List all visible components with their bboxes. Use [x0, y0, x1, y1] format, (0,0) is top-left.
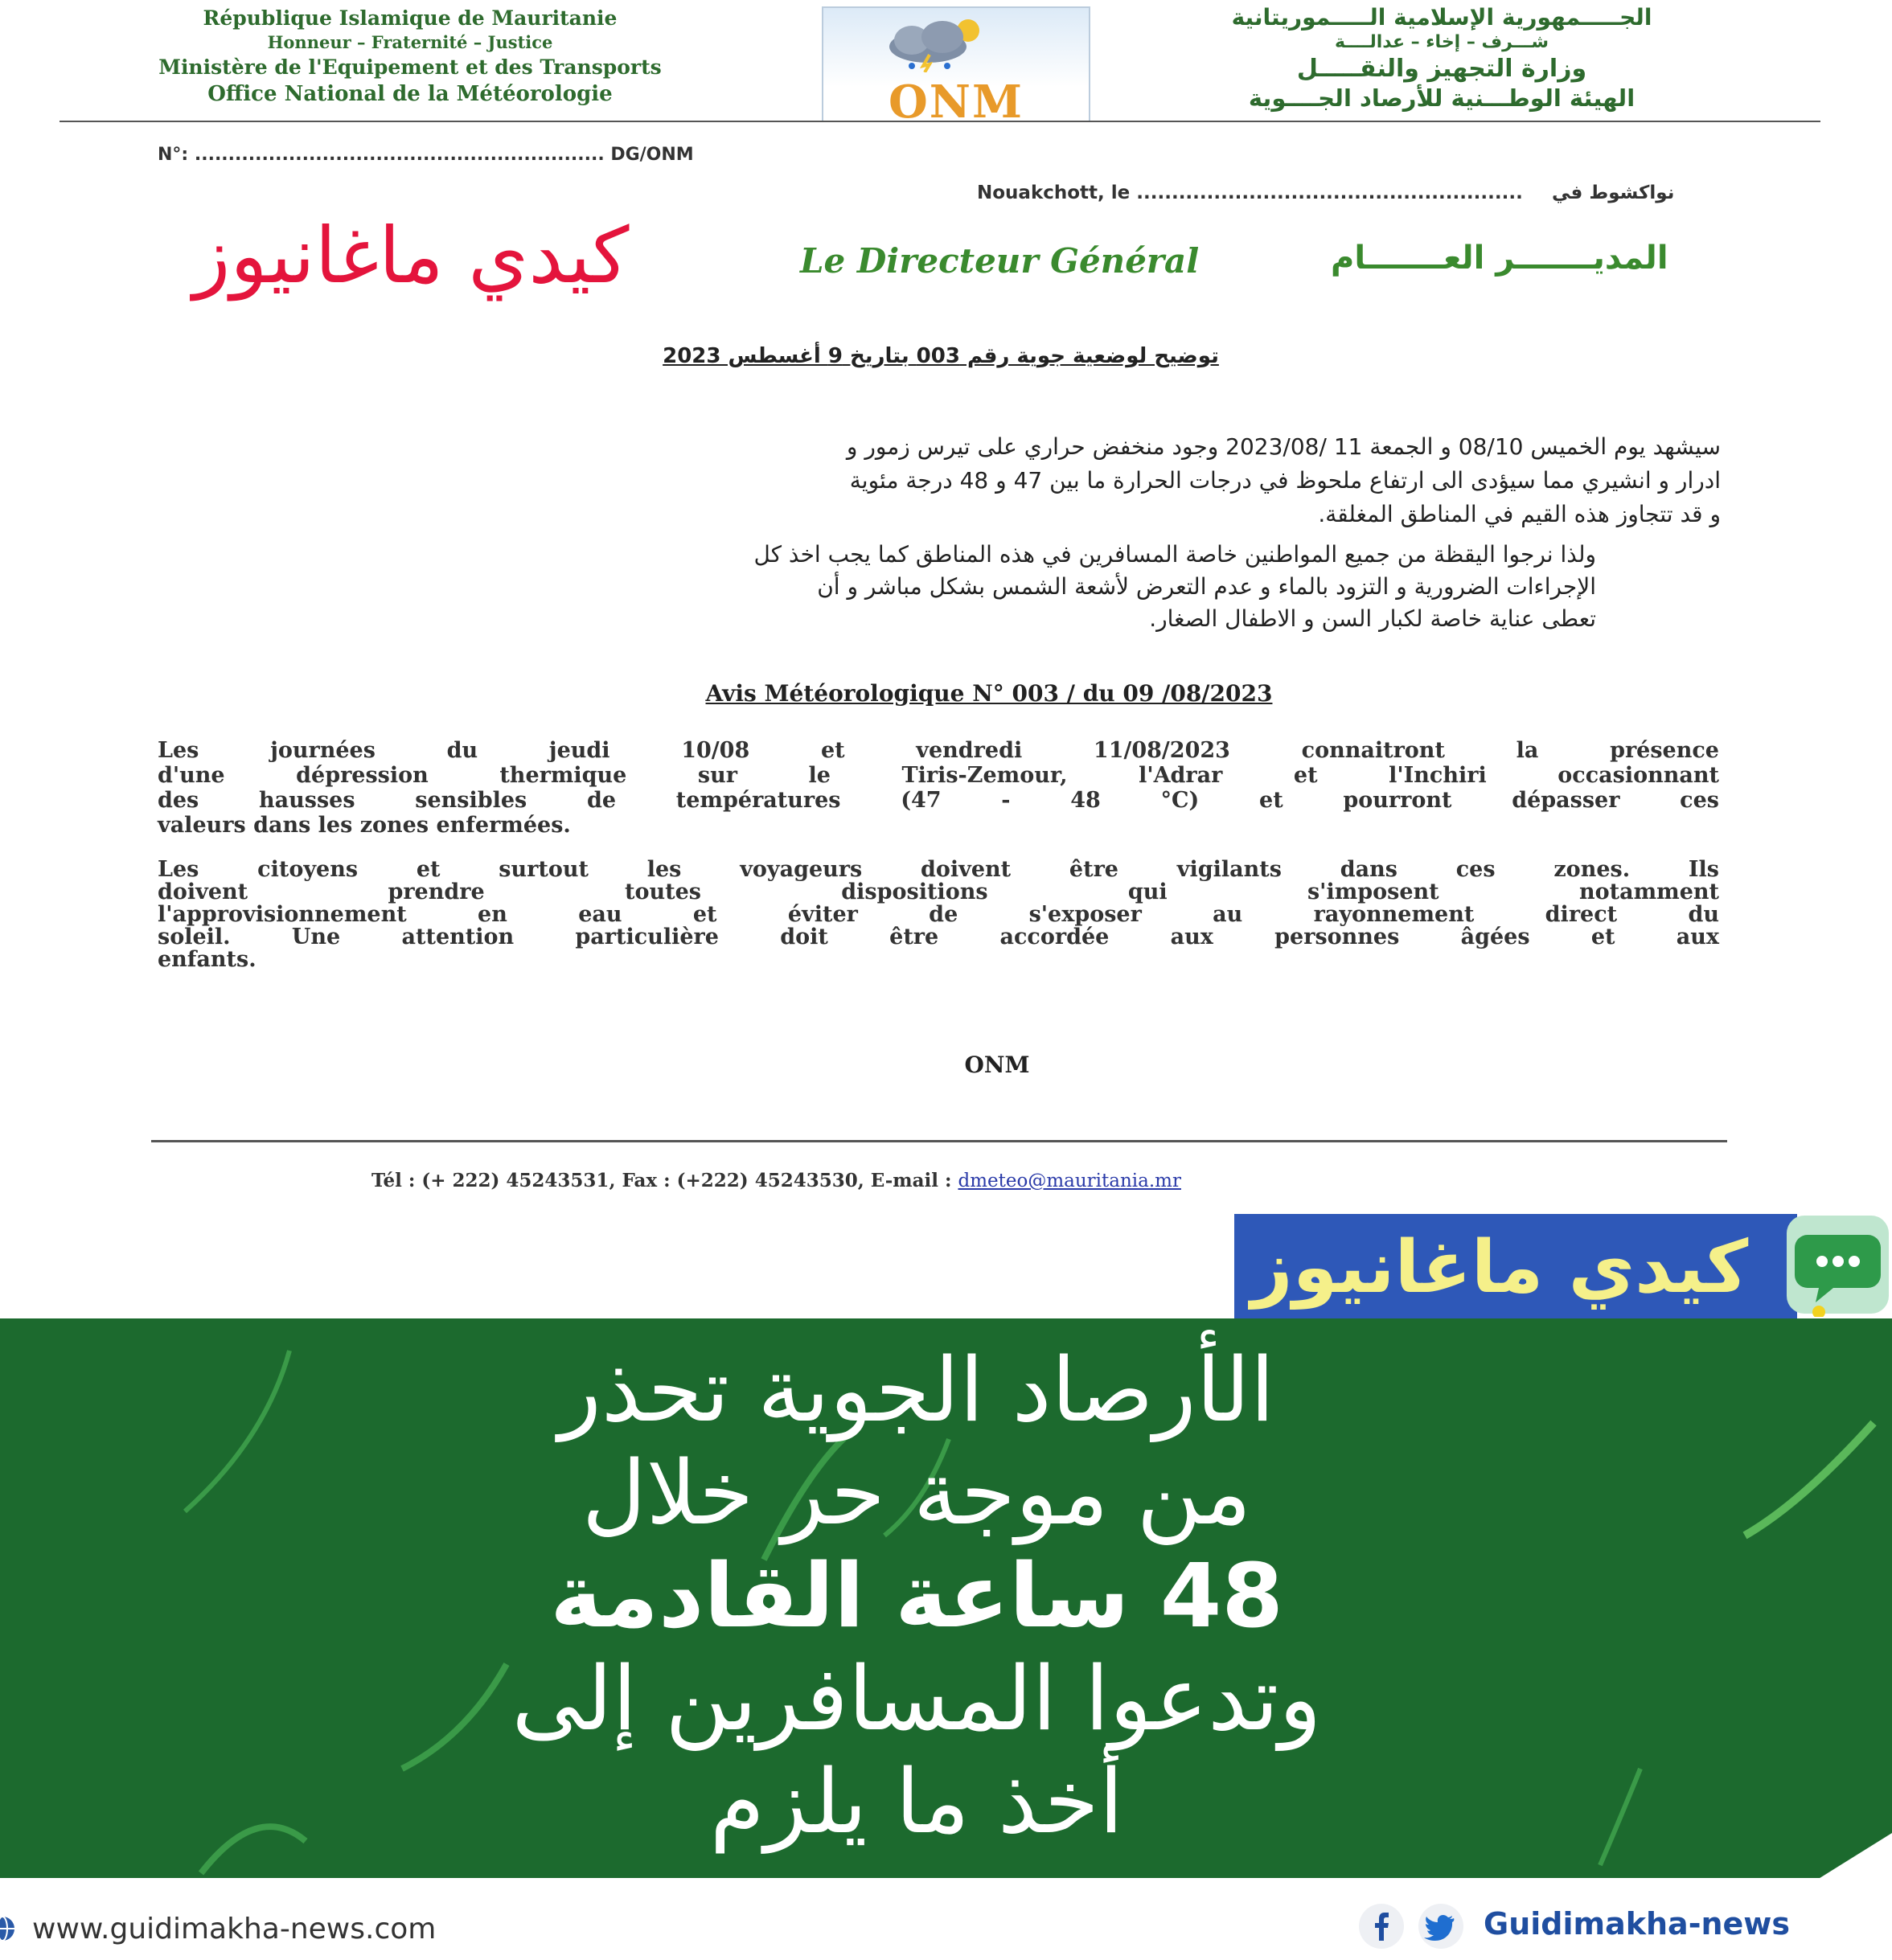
french-p2-line: soleil. Une attention particulière doit être accordée aux personnes âgées et aux: [158, 925, 1719, 949]
french-p1-line: d'une dépression thermique sur le Tiris-Zemour, l'Adrar et l'Inchiri occasionnant: [158, 763, 1719, 788]
header-fr-ministry: Ministère de l'Equipement et des Transports: [158, 55, 662, 79]
chat-bubble-icon[interactable]: [1783, 1212, 1892, 1317]
arabic-p2-line: الإجراءات الضرورية و التزود بالماء و عدم التعرض لأشعة الشمس بشكل مباشر و أن: [817, 573, 1596, 600]
arabic-paragraph-2: [185, 539, 1596, 635]
arabic-p1-line: و قد تتجاوز هذه القيم في المناطق المغلقة.: [1318, 501, 1721, 527]
director-title-fr: Le Directeur Général: [800, 241, 1200, 281]
header-fr-office: Office National de la Météorologie: [207, 81, 613, 106]
director-title-ar: المديـــــــر العـــــــام: [1331, 240, 1668, 277]
onm-logo: [822, 6, 1090, 129]
french-paragraph-2: [158, 859, 1719, 971]
contact-phone-fax: Tél : (+ 222) 45243531, Fax : (+222) 45243530, E-mail :: [371, 1170, 958, 1191]
facebook-icon[interactable]: [1357, 1902, 1406, 1950]
arabic-notice-title: توضيح لوضعية جوية رقم 003 بتاريخ 9 أغسطس 2023: [663, 344, 1219, 368]
website-link[interactable]: www.guidimakha-news.com: [32, 1913, 437, 1946]
arabic-p1-line: سيشهد يوم الخميس 08/10 و الجمعة 11 /2023/08 وجود منخفض حراري على تيرس زمور و: [846, 433, 1721, 460]
header-french: [64, 5, 756, 108]
headline-line: 48 ساعة القادمة: [550, 1544, 1283, 1647]
twitter-icon[interactable]: [1417, 1902, 1465, 1950]
arabic-p2-line: ولذا نرجوا اليقظة من جميع المواطنين خاصة المسافرين في هذه المناطق كما يجب اخذ كل: [753, 541, 1596, 568]
header-fr-motto: Honneur – Fraternité – Justice: [267, 32, 553, 52]
arabic-p2-line: تعطى عناية خاصة لكبار السن و الاطفال الصغار.: [1149, 605, 1596, 632]
contact-email-link[interactable]: dmeteo@mauritania.mr: [958, 1171, 1181, 1191]
headline-line: من موجة حر خلال: [581, 1441, 1252, 1544]
french-p2-line: l'approvisionnement en eau et éviter de s'exposer au rayonnement direct du: [158, 902, 1719, 927]
place-date-ar: نواكشوط في: [1552, 182, 1675, 203]
arabic-paragraph-1: [193, 430, 1721, 531]
french-p2-line: doivent prendre toutes dispositions qui s'imposent notamment: [158, 880, 1719, 904]
footer-divider: [151, 1140, 1727, 1142]
french-p1-line: des hausses sensibles de températures (47 - 48 °C) et pourront dépasser ces: [158, 788, 1719, 813]
reference-number: N°: ............................................................. DG/ONM: [158, 145, 694, 165]
globe-icon: [0, 1915, 16, 1942]
header-divider: [60, 121, 1820, 122]
brand-watermark: كيدي ماغانيوز: [193, 211, 630, 301]
header-arabic: [1112, 3, 1771, 113]
french-p1-line: valeurs dans les zones enfermées.: [158, 813, 571, 838]
french-notice-title: Avis Météorologique N° 003 / du 09 /08/2023: [705, 680, 1273, 707]
headline-line: وتدعوا المسافرين إلى: [511, 1647, 1322, 1750]
french-p1-line: Les journées du jeudi 10/08 et vendredi 11/08/2023 connaitront la présence: [158, 738, 1719, 763]
french-p2-line: Les citoyens et surtout les voyageurs doivent être vigilants dans ces zones. Ils: [158, 857, 1719, 882]
headline-text: [32, 1339, 1801, 1853]
french-paragraph-1: [158, 738, 1719, 838]
headline-line: أخذ ما يلزم: [709, 1750, 1124, 1853]
headline-line: الأرصاد الجوية تحذر: [558, 1339, 1275, 1441]
signature: ONM: [964, 1052, 1030, 1078]
french-p2-line: enfants.: [158, 947, 257, 972]
arabic-p1-line: ادرار و انشيري مما سيؤدى الى ارتفاع ملحوظ في درجات الحرارة ما بين 47 و 48 درجة مئوية: [849, 467, 1721, 494]
logo-text: ONM: [889, 76, 1024, 129]
header-ar-office: الهيئة الوطـــنية للأرصاد الجــــوية: [1248, 84, 1635, 112]
brand-badge-text: كيدي ماغانيوز: [1250, 1225, 1749, 1310]
weather-cloud-icon: [880, 16, 992, 72]
social-handle[interactable]: Guidimakha-news: [1484, 1906, 1791, 1942]
contact-line: [371, 1170, 1181, 1191]
place-date-fr: Nouakchott, le .......................................................: [977, 182, 1523, 203]
header-ar-motto: شـــرف – إخاء – عدالــــة: [1335, 32, 1549, 52]
header-ar-country: الجـــــمهورية الإسلامية الـــــموريتانية: [1231, 4, 1652, 31]
header-ar-ministry: وزارة التجهيز والنقـــــل: [1296, 54, 1587, 83]
header-fr-country: République Islamique de Mauritanie: [203, 6, 618, 30]
